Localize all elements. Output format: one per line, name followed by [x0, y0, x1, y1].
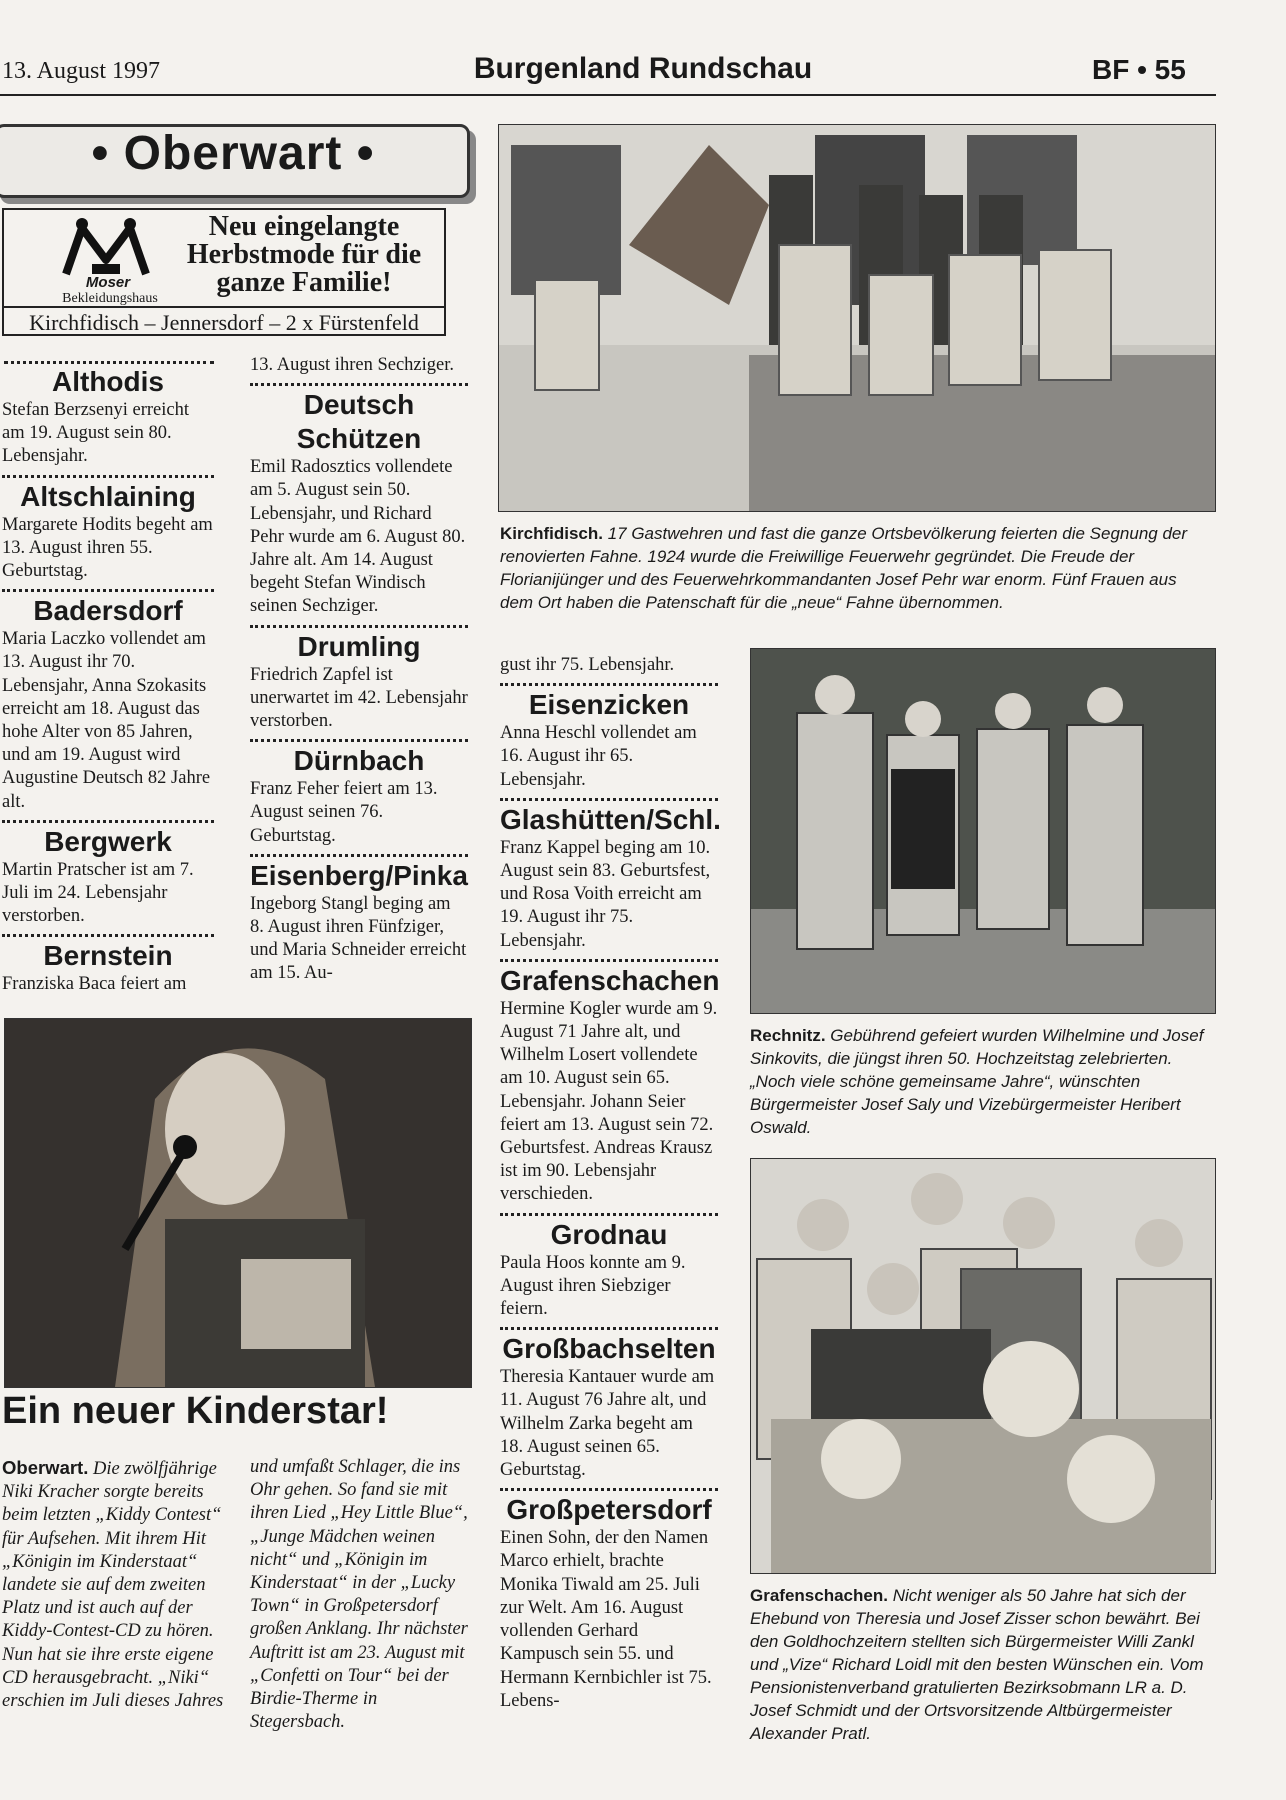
notice-heading: Bernstein — [43, 940, 173, 972]
notice-text: Margarete Hodits begeht am 13. August ihren 55. Geburtstag. — [2, 514, 213, 582]
page-number: BF • 55 — [1092, 54, 1186, 85]
notice-grossbachselten — [500, 1332, 718, 1482]
caption-place: Grafenschachen. — [750, 1586, 888, 1605]
notice-heading: Glashütten/Schl. — [500, 803, 721, 835]
notice-text: Franz Feher feiert am 13. August seinen 76. Geburtstag. — [250, 779, 438, 846]
notice-text: Emil Radosztics vollendete am 5. August sein 50. Lebensjahr, und Richard Pehr wurde am 6. August 80. Jahre alt. Am 14. August begeht Stefan Windisch seinen Sechziger. — [250, 457, 466, 617]
notice-text: 13. August ihren Sechziger. — [250, 355, 454, 375]
notice-altschlaining — [2, 480, 214, 584]
notice-heading: Großpetersdorf — [506, 1494, 712, 1526]
notice-text: Anna Heschl vollendet am 16. August ihr 65. Lebensjahr. — [500, 723, 697, 790]
grafenschachen-photo — [750, 1158, 1216, 1574]
notice-text: Einen Sohn, der den Namen Marco erhielt, brachte Monika Tiwald am 25. Juli zur Welt. Am 16. August vollenden Gerhard Kampusch sein 55. und Hermann Kernbichler ist 75. Lebens- — [500, 1528, 712, 1711]
issue-date: 13. August 1997 — [2, 58, 161, 84]
notice-eisenzicken — [500, 688, 718, 792]
ad-headline: Neu eingelangte Herbstmode für die ganze Familie! — [186, 211, 422, 298]
publication-title: Burgenland Rundschau — [473, 52, 813, 85]
rechnitz-photo — [750, 648, 1216, 1014]
notice-text: Friedrich Zapfel ist unerwartet im 42. Lebensjahr verstorben. — [250, 664, 468, 732]
notice-badersdorf — [2, 594, 214, 814]
ad-logo-name: Moser — [85, 274, 131, 291]
caption-text: Gebührend gefeiert wurden Wilhelmine und Josef Sinkovits, die jüngst ihren 50. Hochzeitstag zelebrierten. „Noch viele schöne gemeinsame Jahre“, wünschten Bürgermeister Josef Saly und Vizebürgermeister Heribert Oswald. — [750, 1026, 1204, 1137]
notice-text: Ingeborg Stangl beging am 8. August ihren Fünfziger, und Maria Schneider erreicht am 15. Au- — [250, 893, 467, 984]
notice-heading: Althodis — [52, 366, 164, 397]
notice-text: gust ihr 75. Lebensjahr. — [500, 655, 675, 675]
notices-column-3 — [500, 654, 721, 1713]
kinderstar-photo — [4, 1018, 472, 1388]
notice-text: Paula Hoos konnte am 9. August ihren Siebziger feiern. — [500, 1252, 686, 1320]
notice-grafenschachen — [500, 964, 718, 1207]
notice-text: Maria Laczko vollendet am 13. August ihr 70. Lebensjahr, Anna Szokasits erreicht am 18. August das hohe Alter von 85 Jahren, und am 19. August wird Augustine Deutsch 82 Jahre alt. — [2, 629, 211, 812]
notices-column-2 — [250, 354, 468, 986]
notice-text: Stefan Berzsenyi erreicht am 19. August sein 80. Lebensjahr. — [2, 400, 189, 467]
notice-heading: Großbachselten — [502, 1333, 716, 1365]
article-text: und umfaßt Schlager, die ins Ohr gehen. So fand sie mit ihren Lied „Hey Little Blue“, „Junge Mädchen weinen nicht“ und „Königin im Kinderstaat“ in der „Lucky Town“ in Großpetersdorf großen Anklang. Ihr nächster Auftritt ist am 23. August mit „Confetti on Tour“ bei der Birdie-Therme in Stegersbach. — [250, 1457, 468, 1733]
kinderstar-text-column-1 — [2, 1456, 224, 1713]
notice-althodis — [2, 365, 214, 469]
notice-text: Martin Pratscher ist am 7. Juli im 24. Lebensjahr verstorben. — [2, 859, 194, 927]
notice-drumling — [250, 630, 468, 734]
notice-grodnau — [500, 1218, 718, 1322]
caption-place: Rechnitz. — [750, 1026, 826, 1045]
notice-text: Theresia Kantauer wurde am 11. August 76 Jahre alt, und Wilhelm Zarka begeht am 18. August seinen 65. Geburtstag. — [500, 1367, 715, 1481]
notice-text: Franz Kappel beging am 10. August sein 83. Geburtsfest, und Rosa Voith erreicht am 19. August ihr 75. Lebensjahr. — [500, 837, 711, 951]
notice-bergwerk — [2, 825, 214, 929]
notice-heading: Badersdorf — [33, 595, 183, 627]
caption-text: Nicht weniger als 50 Jahre hat sich der Ehebund von Theresia und Josef Zisser schon bewährt. Bei den Goldhochzeitern stellten sich Bürgermeister Willi Zankl und „Vize“ Richard Loidl mit den besten Wünschen ein. Vom Pensionistenverband gratulierten Bezirksobmann LR a. D. Josef Schmidt und der Ortsvorsitzende Altbürgermeister Alexander Pratl. — [750, 1586, 1204, 1743]
notice-deutsch-schuetzen — [250, 388, 468, 618]
notice-text: Hermine Kogler wurde am 9. August 71 Jahre alt, und Wilhelm Losert vollendete am 10. August sein 65. Lebensjahr. Johann Seier feiert am 13. August sein 72. Geburtsfest. Andreas Krausz ist im 90. Lebensjahr verschieden. — [500, 998, 718, 1205]
caption-place: Kirchfidisch. — [500, 524, 603, 543]
ad-logo-subtitle: Bekleidungshaus — [62, 291, 158, 306]
caption-text: 17 Gastwehren und fast die ganze Ortsbevölkerung feierten die Segnung der renovierten Fahne. 1924 wurde die Freiwillige Feuerwehr gegründet. Die Freude der Florianijünger und des Feuerwehrkommandanten Josef Pehr war enorm. Fünf Frauen aus dem Ort haben die Patenschaft für die „neue“ Fahne übernommen. — [500, 524, 1188, 612]
grafenschachen-caption — [750, 1584, 1212, 1745]
notice-heading: Altschlaining — [20, 480, 196, 512]
notice-duernbach — [250, 744, 468, 848]
notice-heading: Drumling — [297, 630, 421, 662]
notice-heading: Grafenschachen — [500, 964, 720, 996]
kirchfidisch-caption — [500, 522, 1208, 614]
article-text: Die zwölfjährige Niki Kracher sorgte bereits beim letzten „Kiddy Contest“ für Aufsehen. Mit ihrem Hit „Königin im Kinderstaat“ landete sie auf dem zweiten Platz und ist auch auf der Kiddy-Contest-CD zu hören. Nun hat sie ihre erste eigene CD herausgebracht. „Niki“ erschien im Juli dieses Jahres — [2, 1459, 224, 1712]
notices-column-1 — [2, 364, 214, 997]
ad-locations: Kirchfidisch – Jennersdorf – 2 x Fürstenfeld — [4, 306, 444, 336]
notice-heading: Bergwerk — [44, 825, 172, 857]
notice-eisenberg — [250, 859, 468, 986]
kirchfidisch-photo — [498, 124, 1216, 512]
notice-heading: Eisenzicken — [528, 689, 690, 721]
notice-bernstein — [2, 939, 214, 996]
notice-heading: Deutsch Schützen — [296, 389, 422, 455]
notice-glashuetten — [500, 803, 721, 953]
rechnitz-caption — [750, 1024, 1212, 1139]
article-place: Oberwart. — [2, 1457, 89, 1478]
notice-heading: Eisenberg/Pinka — [250, 859, 468, 891]
notice-heading: Grodnau — [550, 1218, 668, 1250]
section-title: • Oberwart • — [91, 127, 375, 180]
notice-text: Franziska Baca feiert am — [2, 974, 187, 995]
notice-grosspetersdorf — [500, 1493, 718, 1713]
header-rule — [0, 94, 1216, 96]
notice-heading: Dürnbach — [293, 745, 425, 777]
kinderstar-headline: Ein neuer Kinderstar! — [2, 1390, 389, 1432]
kinderstar-text-column-2 — [250, 1456, 470, 1734]
